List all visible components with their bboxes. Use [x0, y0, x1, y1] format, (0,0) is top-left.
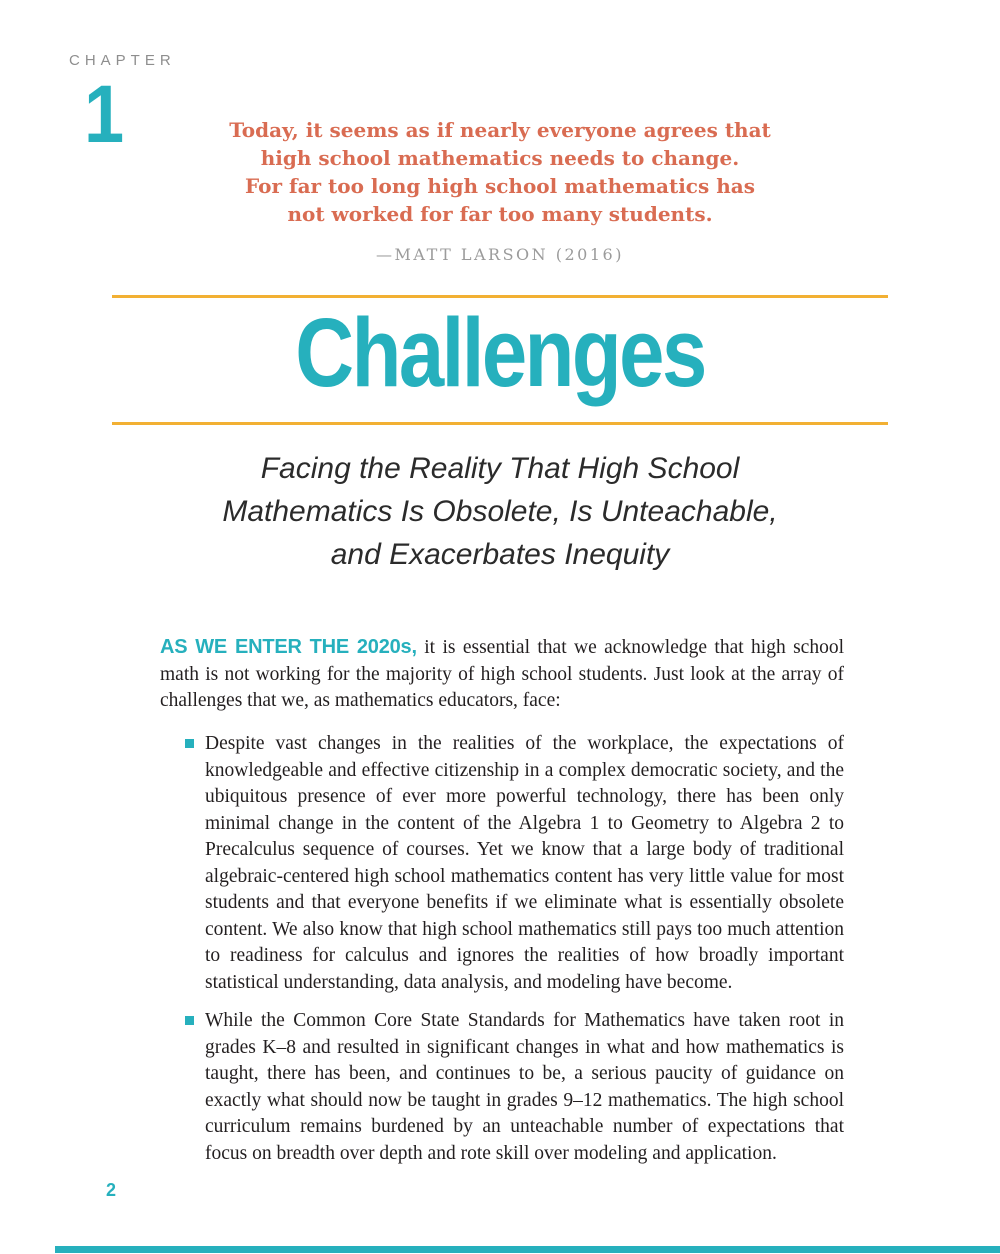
epigraph-line-2: high school mathematics needs to change. [260, 146, 740, 170]
epigraph-quote [0, 116, 1000, 228]
page-number: 2 [106, 1180, 117, 1200]
subtitle-line-1: Facing the Reality That High School [260, 452, 740, 485]
subtitle-line-2: Mathematics Is Obsolete, Is Unteachable, [222, 495, 778, 528]
challenges-list [185, 731, 844, 1179]
epigraph-line-4: not worked for far too many students. [287, 202, 713, 226]
bullet-text-2: While the Common Core State Standards for Mathematics have taken root in grades K–8 and resulted in significant changes in what and how mathematics is taught, there has been, and continues to be, a serious paucity of guidance on exactly what should now be taught in grades 9–12 mathematics. The high school curriculum remains burdened by an unteachable number of expectations that focus on breadth over depth and rote skill over modeling and application. [205, 1010, 844, 1164]
epigraph-attribution: —MATT LARSON (2016) [376, 245, 624, 264]
list-item [185, 1008, 844, 1167]
footer-accent-bar [55, 1246, 1000, 1253]
chapter-number: 1 [84, 69, 125, 160]
intro-body-text: it is essential that we acknowledge that high school math is not working for the majority of high school students. Just look at the array of challenges that we, as mathematics educators, face: [160, 637, 844, 711]
bullet-text-1: Despite vast changes in the realities of the workplace, the expectations of knowledgeable and effective citizenship in a complex democratic society, and the ubiquitous presence of ever more powerful technology, there has been only minimal change in the content of the Algebra 1 to Geometry to Algebra 2 to Precalculus sequence of courses. Yet we know that a large body of traditional algebraic-centered high school mathematics content has very little value for most students and that everyone benefits if we eliminate what is essentially obsolete content. We also know that high school mathematics still pays too much attention to readiness for calculus and ignores the realities of how broadly important statistical understanding, data analysis, and modeling have become. [205, 733, 844, 993]
bottom-gold-rule [112, 422, 888, 425]
epigraph-line-3: For far too long high school mathematics has [245, 174, 755, 198]
intro-lead-in: AS WE ENTER THE 2020s, [160, 636, 417, 658]
bullet-square-icon [185, 739, 194, 748]
intro-paragraph [160, 634, 844, 715]
list-item [185, 731, 844, 996]
epigraph-line-1: Today, it seems as if nearly everyone agrees that [229, 118, 771, 142]
subtitle-line-3: and Exacerbates Inequity [330, 538, 670, 571]
chapter-label: CHAPTER [69, 52, 176, 69]
chapter-subtitle [0, 447, 1000, 576]
chapter-title: Challenges [295, 298, 705, 407]
bullet-square-icon [185, 1016, 194, 1025]
